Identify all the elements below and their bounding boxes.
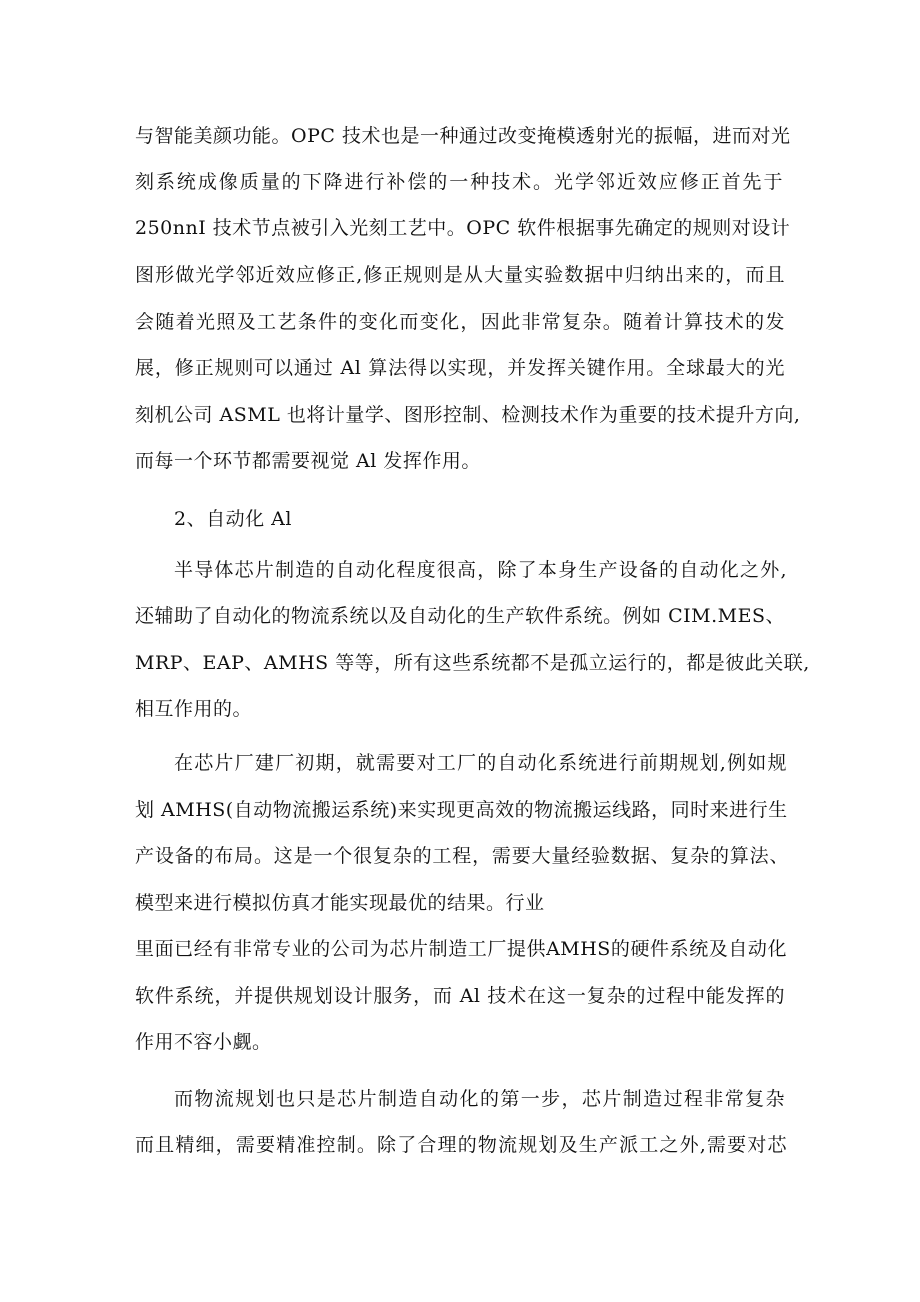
text-line: [0, 1122, 920, 1168]
text-line: [0, 833, 920, 879]
line-text: 半导体芯片制造的自动化程度很高，除了本身生产设备的自动化之外,: [174, 559, 787, 581]
text-line: [0, 345, 920, 391]
text-line: [0, 438, 920, 484]
line-text: 划 AMHS(自动物流搬运系统)来实现更高效的物流搬运线路，同时来进行生: [135, 799, 788, 821]
line-text: 在芯片厂建厂初期，就需要对工厂的自动化系统进行前期规划,例如规: [174, 752, 787, 774]
text-line: [0, 973, 920, 1019]
text-line: [0, 926, 920, 972]
line-text: 模型来进行模拟仿真才能实现最优的结果。行业: [135, 892, 545, 914]
text-line: [0, 205, 920, 251]
line-text: 作用不容小觑。: [135, 1031, 272, 1053]
line-text: 而且精细，需要精准控制。除了合理的物流规划及生产派工之外,需要对芯: [135, 1134, 787, 1156]
line-text: 刻系统成像质量的下降进行补偿的一种技术。光学邻近效应修正首先于: [135, 171, 783, 193]
text-line: [0, 252, 920, 298]
line-text: 还辅助了自动化的物流系统以及自动化的生产软件系统。例如 CIM.MES、: [135, 605, 785, 627]
line-text: 刻机公司 ASML 也将计量学、图形控制、检测技术作为重要的技术提升方向,: [135, 404, 801, 426]
line-text: 展，修正规则可以通过 Al 算法得以实现，并发挥关键作用。全球最大的光: [135, 357, 785, 379]
text-line: [0, 593, 920, 639]
text-line: [0, 740, 920, 786]
text-line: [0, 1019, 920, 1065]
text-line: [0, 787, 920, 833]
line-text: 相互作用的。: [135, 698, 253, 720]
text-line: [0, 299, 920, 345]
line-text: MRP、EAP、AMHS 等等，所有这些系统都不是孤立运行的，都是彼此关联,: [135, 652, 810, 674]
text-line: [0, 547, 920, 593]
line-text: 会随着光照及工艺条件的变化而变化，因此非常复杂。随着计算技术的发: [135, 311, 785, 333]
text-line: [0, 686, 920, 732]
text-line: [0, 392, 920, 438]
text-line: [0, 1076, 920, 1122]
text-line: [0, 880, 920, 926]
line-text: 里面已经有非常专业的公司为芯片制造工厂提供AMHS的硬件系统及自动化: [135, 938, 787, 960]
section-heading: [0, 496, 920, 542]
line-text: 产设备的布局。这是一个很复杂的工程，需要大量经验数据、复杂的算法、: [135, 845, 789, 867]
heading-text: 2、自动化 Al: [174, 508, 292, 530]
line-text: 而每一个环节都需要视觉 Al 发挥作用。: [135, 450, 481, 472]
line-text: 250nnI 技术节点被引入光刻工艺中。OPC 软件根据事先确定的规则对设计: [135, 217, 791, 239]
text-line: [0, 159, 920, 205]
text-line: [0, 640, 920, 686]
line-text: 而物流规划也只是芯片制造自动化的第一步，芯片制造过程非常复杂: [174, 1088, 785, 1110]
line-text: 图形做光学邻近效应修正,修正规则是从大量实验数据中归纳出来的，而且: [135, 264, 785, 286]
line-text: 与智能美颜功能。OPC 技术也是一种通过改变掩模透射光的振幅，进而对光: [135, 125, 791, 147]
line-text: 软件系统，并提供规划设计服务，而 Al 技术在这一复杂的过程中能发挥的: [135, 985, 785, 1007]
text-line: [0, 113, 920, 159]
